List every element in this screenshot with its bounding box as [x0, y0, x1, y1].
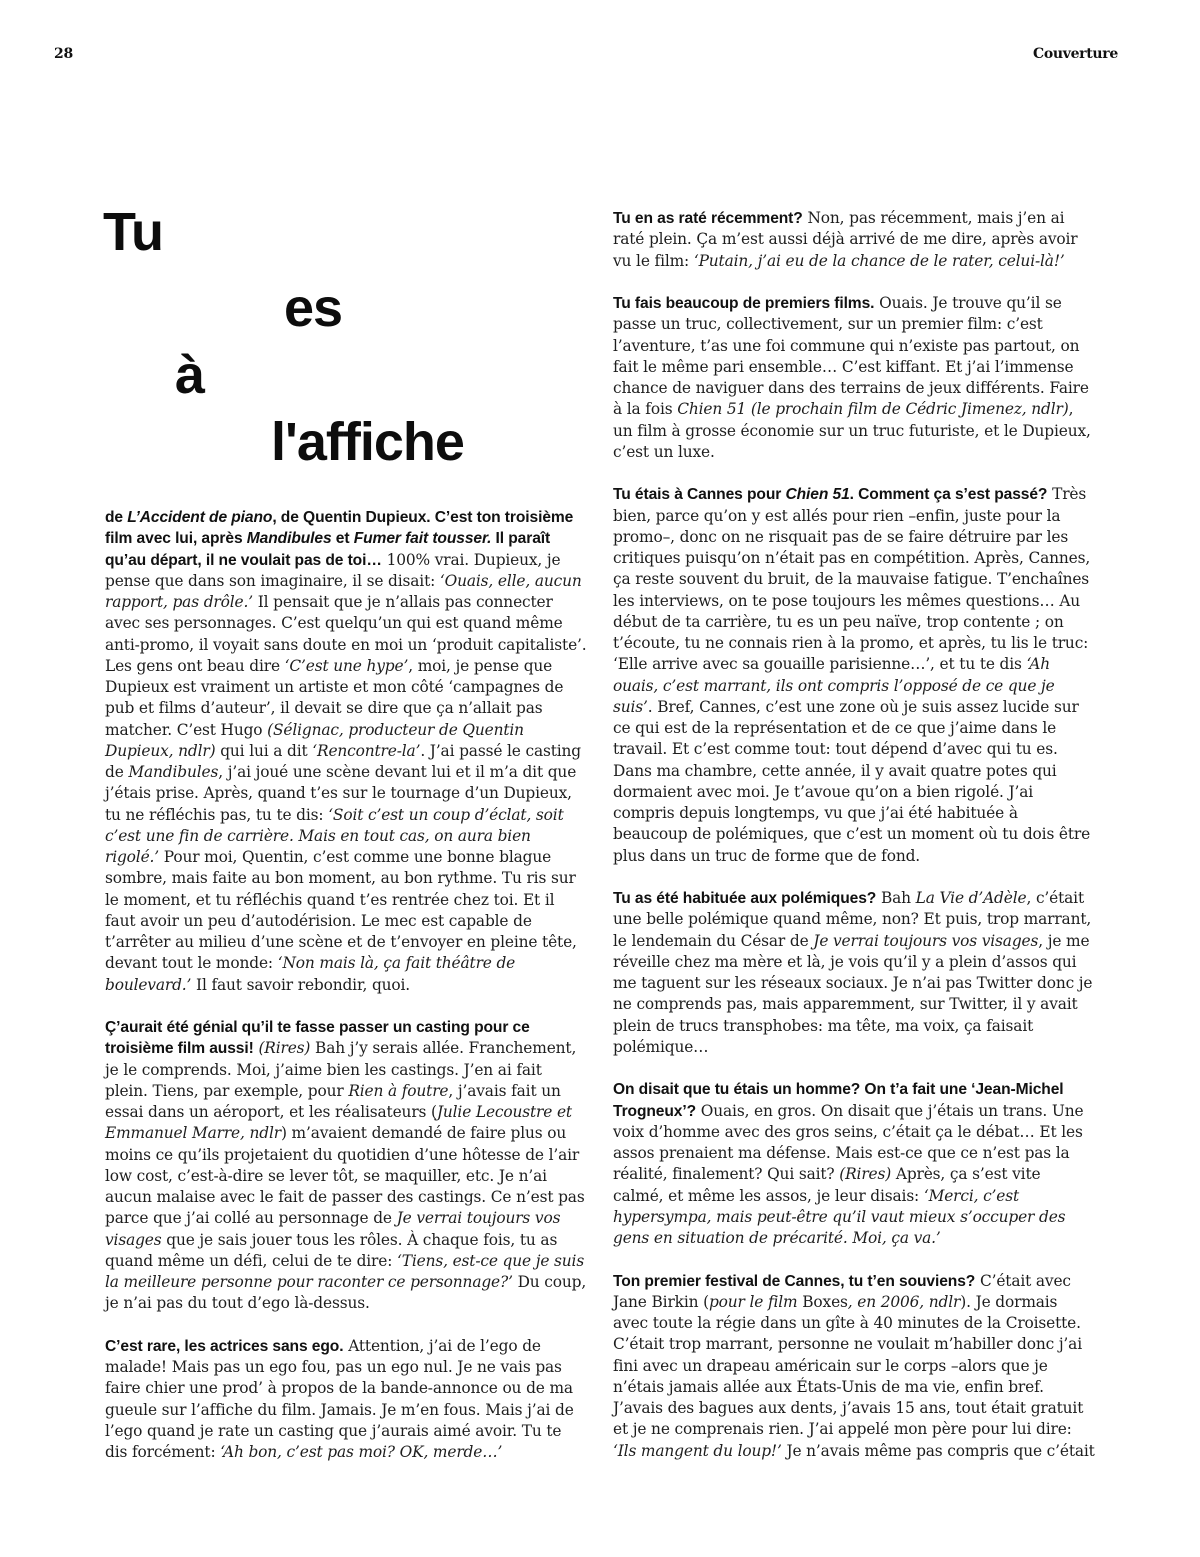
interview-paragraph: [613, 484, 1095, 867]
quote: ‘Ah bon, c’est pas moi? OK, merde…’: [220, 1443, 503, 1461]
interview-paragraph: [105, 507, 587, 996]
right-column: [613, 208, 1095, 1483]
left-column: [105, 507, 587, 1485]
page-number: 28: [54, 46, 73, 62]
question: Tu en as raté récemment?: [613, 210, 803, 227]
question-text: Il paraît qu’au départ, il ne voulait pas de toi…: [105, 530, 551, 569]
answer-text: , un film à grosse économie sur un truc futuriste, et le Dupieux, c’est un luxe.: [613, 400, 1091, 461]
quote: ‘Merci, c’est hypersympa, mais peut-être qu’il vaut mieux s’occuper des gens en situation de précarité. Moi, ça va.’: [613, 1186, 1066, 1247]
quote: ‘Ah ouais, c’est marrant, ils ont compris l’opposé de ce que je suis’: [613, 655, 1055, 716]
film-title: La Vie d’Adèle: [915, 889, 1027, 907]
quote: ‘Non mais là, ça fait théâtre de boulevard.’: [105, 954, 516, 994]
quote: ‘Tiens, est-ce que je suis la meilleure personne pour raconter ce personnage?’: [105, 1251, 585, 1291]
question: Ç’aurait été génial qu’il te fasse passer un casting pour ce troisième film aussi!: [105, 1019, 530, 1058]
film-title: Fumer fait tousser.: [353, 530, 492, 548]
question-text: . Comment ça s’est passé?: [849, 486, 1048, 504]
interview-paragraph: [613, 1271, 1095, 1462]
answer-text: Non, pas récemment, mais j’en ai raté plein. Ça m’est aussi déjà arrivé de me dire, après avoir vu le film:: [613, 209, 1078, 270]
interview-paragraph: [613, 293, 1095, 463]
quote: ‘Rencontre-la’: [312, 741, 421, 760]
answer-text: Je n’avais même pas compris que c’était: [781, 1441, 1095, 1460]
interview-paragraph: [105, 1017, 587, 1315]
quote: ‘Soit c’est un coup d’éclat, soit c’est une fin de carrière. Mais en tout cas, on aura bien rigolé.’: [105, 805, 564, 866]
quote: ‘C’est une hype’: [284, 656, 409, 675]
question-text: et: [331, 530, 354, 548]
answer-text: Après, ça s’est vite calmé, et même les assos, je leur disais:: [613, 1165, 1041, 1205]
answer-text: Il pensait que je n’allais pas connecter avec ses personnages. C’est quelqu’un qui est quand même anti-promo, il voyait sans doute en moi un ‘produit capitaliste’. Les gens ont beau dire: [105, 593, 587, 675]
answer-text: , j’avais fait un essai dans un aéroport, et les réalisateurs (: [105, 1081, 561, 1121]
interview-paragraph: [613, 888, 1095, 1058]
answer-text: que je sais jouer tous les rôles. À chaque fois, tu as quand même un défi, celui de te dire:: [105, 1230, 558, 1270]
answer-text: 100% vrai. Dupieux, je pense que dans son imaginaire, il se disait:: [105, 550, 561, 590]
answer-text: C’était avec Jane Birkin (: [613, 1271, 1071, 1311]
question: On disait que tu étais un homme? On t’a fait une ‘Jean-Michel Trogneux’?: [613, 1081, 1064, 1120]
question-text: , de Quentin Dupieux. C’est ton troisième film avec lui, après: [105, 509, 574, 548]
interview-paragraph: [105, 1336, 587, 1464]
title-word: es: [284, 278, 343, 338]
film-title: Je verrai toujours vos visages: [813, 931, 1039, 950]
answer-text: . J’ai passé le casting de: [105, 741, 582, 781]
question: [613, 486, 1047, 503]
stage-note: (Rires): [839, 1165, 892, 1184]
answer-text: , moi, je pense que Dupieux est vraiment un artiste et mon côté ‘campagnes de pub et films d’auteur’, il devait se dire que ça n’allait pas matcher. C’est Hugo: [105, 656, 564, 739]
editor-note: Julie Lecoustre et Emmanuel Marre, ndlr: [105, 1103, 572, 1143]
quote: ‘Putain, j’ai eu de la chance de le rater, celui-là!’: [693, 251, 1065, 270]
question: Tu fais beaucoup de premiers films.: [613, 295, 875, 312]
answer-text: Bah j’y serais allée. Franchement, je le comprends. Moi, j’aime bien les castings. J’en ai fait plein. Tiens, par exemple, pour: [105, 1039, 577, 1100]
film-title: Chien 51: [785, 486, 850, 504]
editor-note: pour le film: [708, 1292, 798, 1311]
film-title: Mandibules: [246, 530, 332, 548]
question: C’est rare, les actrices sans ego.: [105, 1337, 344, 1355]
title-word: à: [175, 345, 205, 405]
answer-text: ) m’avaient demandé de faire plus ou moins ce qu’ils projetaient du quotidien d’une hôtesse de l’air low cost, c’est-à-dire se lever tôt, se maquiller, etc. Je n’ai aucun malaise avec le fait de passer des castings. Ce n’est pas parce que j’ai collé au personnage de: [105, 1124, 585, 1228]
quote: ‘Ouais, elle, aucun rapport, pas drôle.’: [105, 571, 582, 611]
film-title: Rien à foutre: [348, 1081, 449, 1100]
answer-text: . Bref, Cannes, c’est une zone où je suis assez lucide sur ce qui est de la représentation et de ce que j’aime dans le travail. Et c’est comme tout: tout dépend d’avec qui tu es. Dans ma chambre, cette année, il y avait quatre potes qui dormaient avec moi. Je t’avoue qu’on a bien rigolé. J’ai compris depuis longtemps, vu que j’ai été habituée à beaucoup de polémiques, que c’est un moment où tu dois être plus dans un truc de forme que de fond.: [613, 697, 1091, 865]
stage-note: (Rires): [258, 1039, 311, 1058]
answer-text: , c’était une belle polémique quand même, non? Et puis, trop marrant, le lendemain du César de: [613, 889, 1092, 950]
title-word: l'affiche: [271, 412, 464, 472]
quote: ‘Ils mangent du loup!’: [613, 1441, 782, 1460]
section-label: Couverture: [1032, 46, 1118, 62]
answer-text: ). Je dormais avec toute la régie dans un gîte à 40 minutes de la Croisette. C’était trop marrant, personne ne voulait m’habiller donc j’ai fini avec un drapeau américain sur le corps –alors que je n’étais jamais allée aux États-Unis de ma vie, enfin bref. J’avais des bagues aux dents, j’avais 15 ans, tout était gratuit et je ne comprenais rien. J’ai appelé mon père pour lui dire:: [613, 1292, 1084, 1439]
answer-text: qui lui a dit: [215, 741, 313, 760]
question-text: Tu étais à Cannes pour: [613, 486, 786, 504]
answer-text: Ouais, en gros. On disait que j’étais un trans. Une voix d’homme avec des gros seins, c’était ça le débat… Et les assos prenaient ma défense. Mais est-ce que ce n’est pas la réalité, finalement? Qui sait?: [613, 1101, 1084, 1184]
film-title: L’Accident de piano: [127, 509, 273, 526]
editor-note: (Sélignac, producteur de Quentin Dupieux, ndlr): [105, 720, 524, 760]
question: Ton premier festival de Cannes, tu t’en souviens?: [613, 1272, 976, 1290]
interview-paragraph: [613, 208, 1095, 272]
editor-note: Chien 51 (le prochain film de Cédric Jimenez, ndlr): [677, 400, 1069, 419]
answer-text: Ouais. Je trouve qu’il se passe un truc, collectivement, sur un premier film: c’est l’aventure, t’as une foi commune qui n’existe pas partout, on fait le même pari ensemble… C’est kiffant. Et j’ai l’immense chance de naviguer dans des terrains de jeux différents. Faire à la fois: [613, 294, 1089, 419]
film-title: Mandibules: [128, 763, 219, 781]
answer-text: , j’ai joué une scène devant lui et il m’a dit que j’étais prise. Après, quand t’es sur le tournage d’un Dupieux, tu ne réfléchis pas, tu te dis:: [105, 763, 577, 824]
answer-text: Pour moi, Quentin, c’est comme une bonne blague sombre, mais faite au bon moment, au bon rythme. Tu ris sur le moment, et tu réfléchis quand t’es rentrée chez toi. Et il faut avoir un peu d’autodérision. Le mec est capable de t’arrêter au milieu d’une scène et de t’envoyer en pleine tête, devant tout le monde:: [105, 848, 577, 973]
answer-text: , je me réveille chez ma mère et là, je vois qu’il y a plein d’assos qui me taguent sur les réseaux sociaux. Je n’ai pas Twitter donc je ne comprends pas, mais apparemment, sur Twitter, il y avait plein de trucs transphobes: ma tête, ma voix, ça faisait polémique…: [613, 931, 1093, 1056]
answer-text: Bah: [876, 889, 916, 907]
editor-note: , en 2006, ndlr: [847, 1292, 961, 1311]
film-title: Je verrai toujours vos visages: [105, 1209, 561, 1249]
title-word: Tu: [103, 202, 163, 262]
answer-text: Attention, j’ai de l’ego de malade! Mais pas un ego fou, pas un ego nul. Je ne vais pas faire chier une prod’ à propos de la bande-annonce ou de ma gueule sur l’affiche du film. Jamais. Je m’en fous. Mais j’ai de l’ego quand je rate un casting que j’aurais aimé avoir. Tu te dis forcément:: [105, 1336, 574, 1461]
question-text: de: [105, 509, 128, 526]
answer-text: Il faut savoir rebondir, quoi.: [191, 975, 411, 994]
answer-text: Du coup, je n’ai pas du tout d’ego là-dessus.: [105, 1273, 587, 1313]
film-title: Boxes: [797, 1292, 848, 1311]
question: Tu as été habituée aux polémiques?: [613, 890, 877, 907]
interview-paragraph: [613, 1079, 1095, 1249]
answer-text: Très bien, parce qu’on y est allés pour rien –enfin, juste pour la promo–, donc on ne risquait pas de se faire détruire par les critiques puisqu’on n’était pas en compétition. Après, Cannes, ça reste souvent du bruit, de la mauvaise fatigue. T’enchaînes les interviews, on te pose toujours les mêmes questions… Au début de ta carrière, tu es un peu naïve, trop contente ; on t’écoute, tu ne connais rien à la promo, et après, tu lis le truc: ‘Elle arrive avec sa gouaille parisienne…’, et tu te dis: [613, 485, 1091, 674]
